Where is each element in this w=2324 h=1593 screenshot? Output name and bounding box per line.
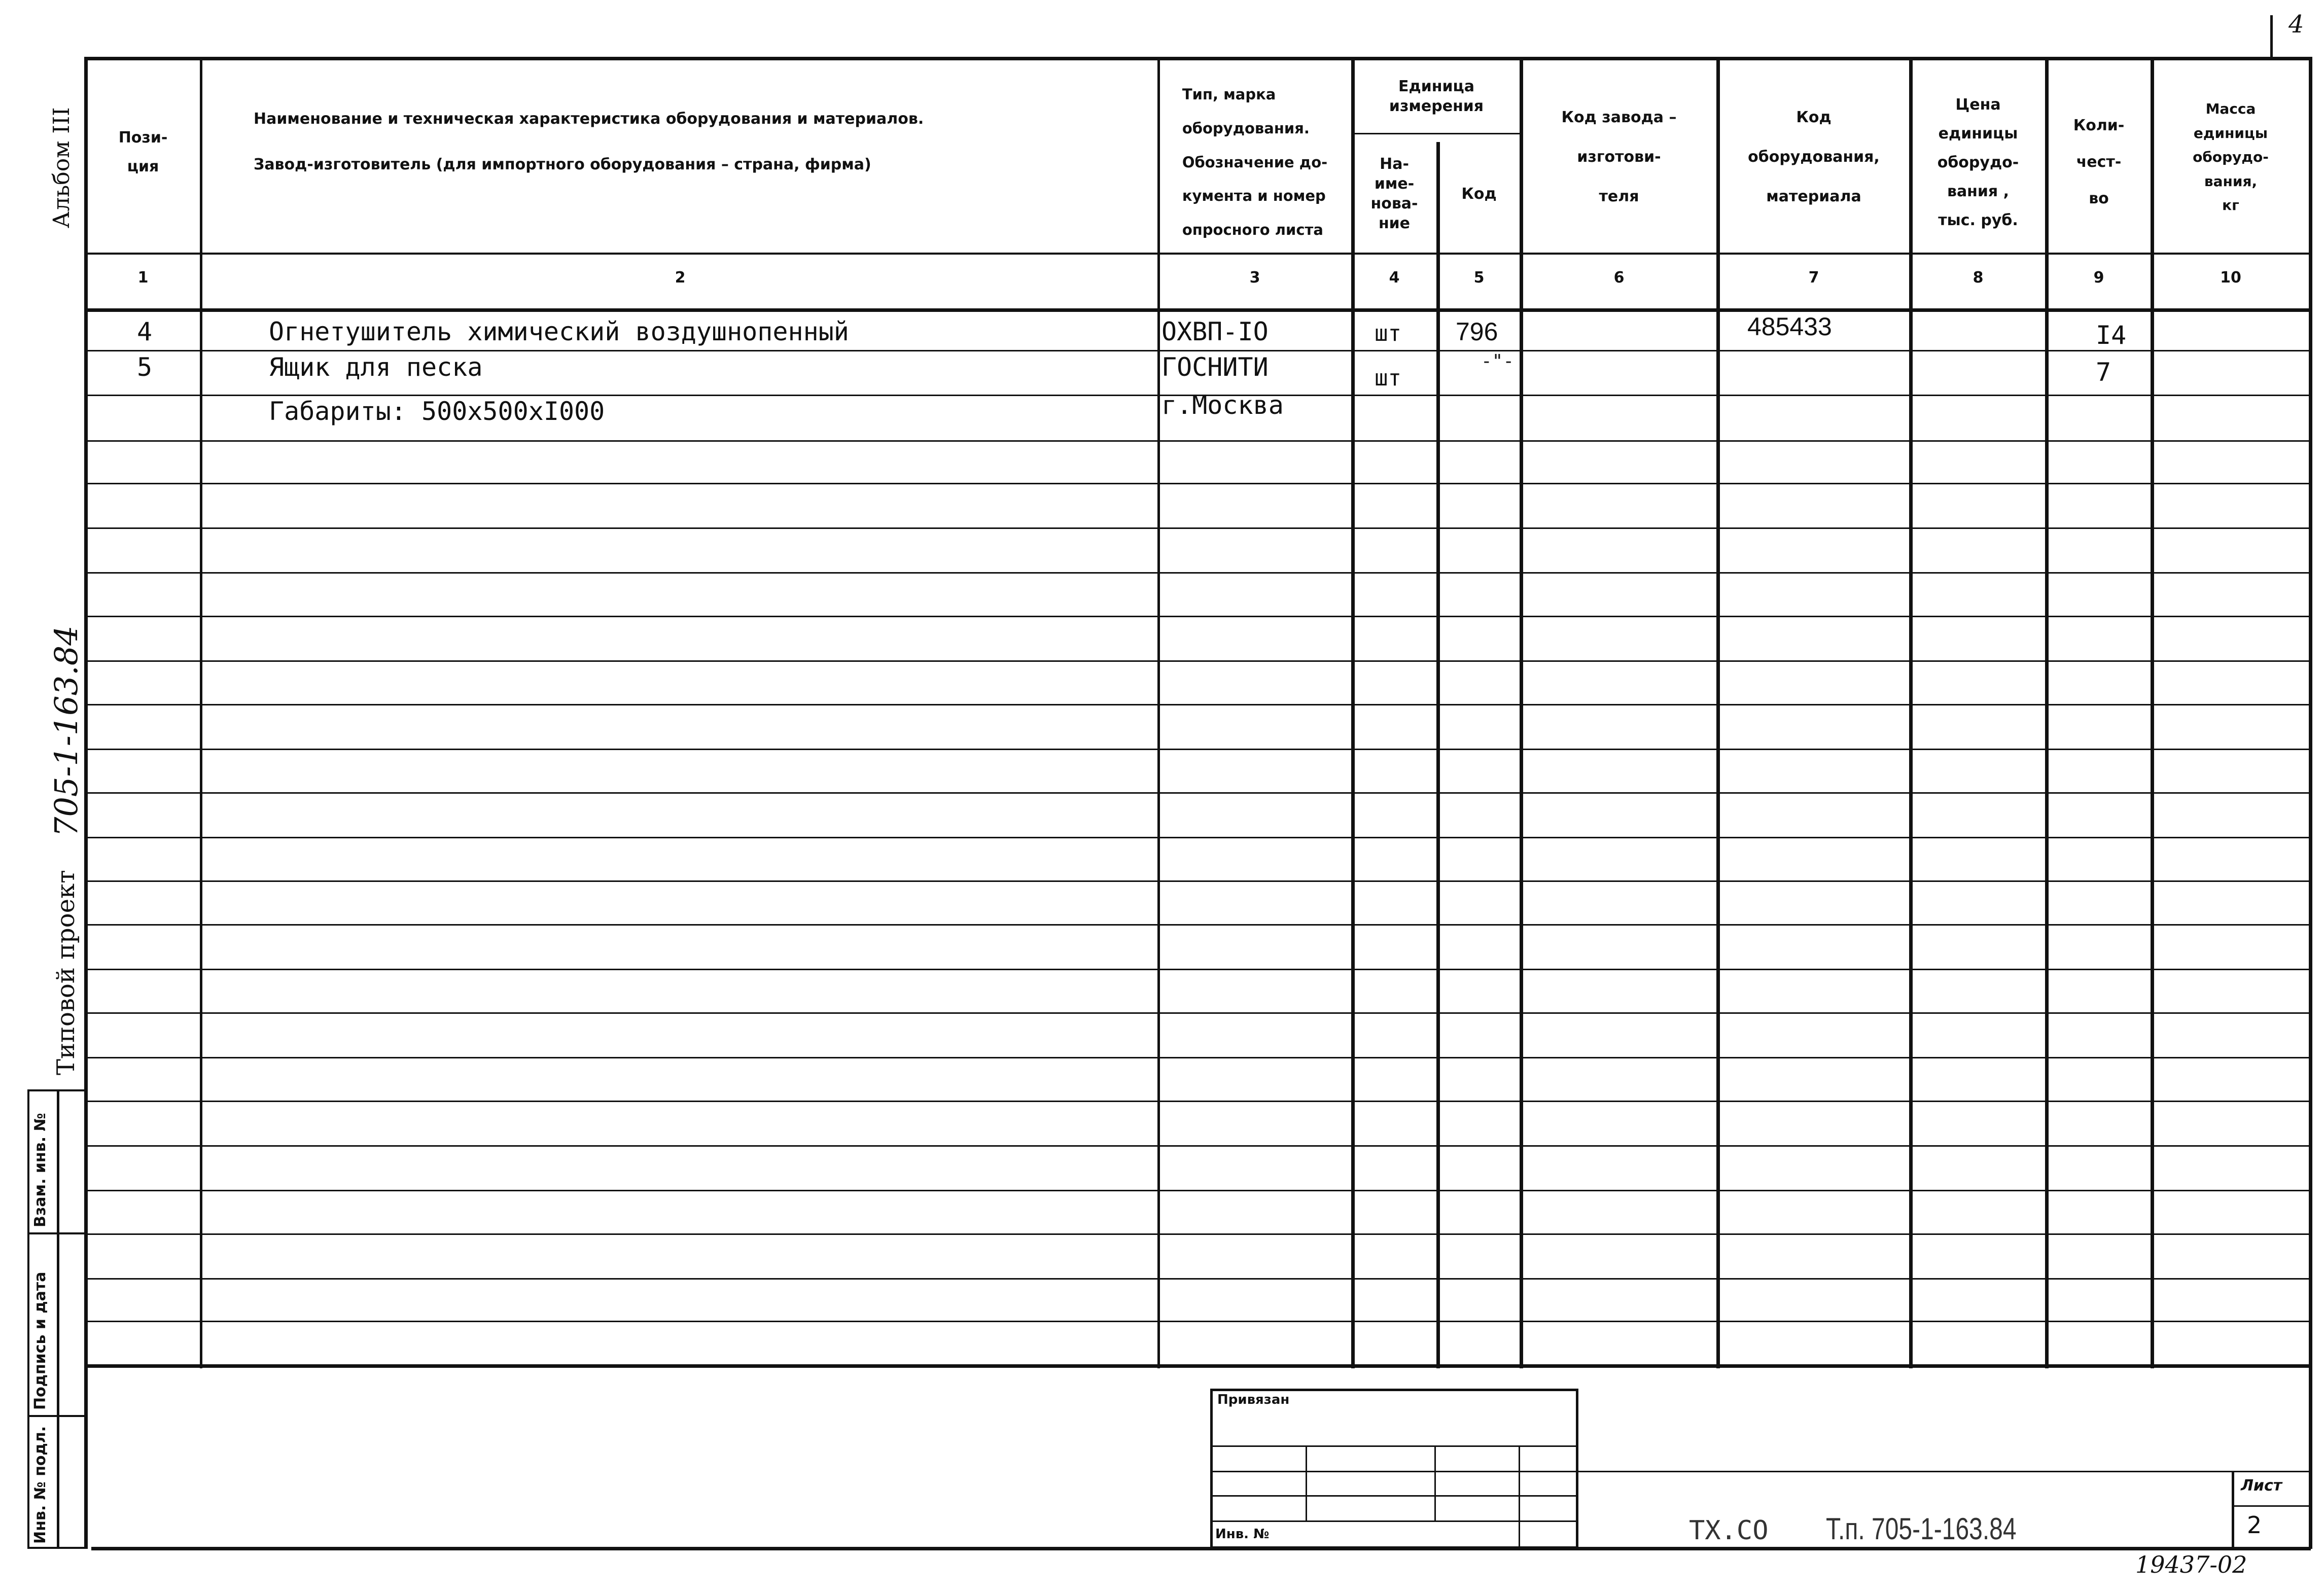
approval-strip-line-1 [27,1232,86,1234]
col-number-6: 6 [1613,269,1625,287]
row-line [84,1145,2311,1147]
stamp-col-1 [1306,1445,1307,1520]
unit-group-divider [1351,133,1522,134]
row-line [84,880,2311,882]
standard-project-label: Типовой проект [52,870,80,1075]
row-line [84,1057,2311,1058]
sheet-box-divider [2232,1471,2234,1549]
row-2-unit-code: -"- [1481,351,1515,372]
header-unit-price: Цена единицы оборудо- вания , тыс. руб. [1937,95,2019,229]
row-1-unit: шт [1375,321,1401,346]
row-line [84,1101,2311,1102]
attached-label: Привязан [1217,1392,1290,1407]
row-line [84,440,2311,442]
col-number-1: 1 [137,269,149,287]
stamp-line-3 [1210,1495,1578,1497]
stamp-line-1 [1210,1445,1578,1447]
row-line [84,749,2311,750]
row-2-position: 5 [137,352,153,382]
header-position: Пози- ция [118,129,168,175]
row-line [84,792,2311,794]
col-number-5: 5 [1473,269,1485,287]
approval-strip-divider [57,1089,59,1549]
row-line [84,704,2311,705]
stamp-line-2 [1210,1471,1578,1472]
row-line [84,527,2311,529]
row-1-equipment-code: 485433 [1747,312,1832,341]
number-row-line [84,308,2311,312]
header-quantity: Коли- чест- во [2073,117,2125,207]
frame-bottom-border [91,1547,2311,1550]
album-label: Альбом III [49,107,75,228]
row-1-position: 4 [137,317,153,346]
row-line [84,616,2311,617]
col-number-3: 3 [1249,269,1260,287]
row-line [84,969,2311,970]
row-line [84,572,2311,574]
row-1-unit-code: 796 [1456,317,1498,346]
row-line [84,1190,2311,1191]
header-equipment-code: Код оборудования, материала [1748,109,1880,205]
col-divider-4 [1436,142,1440,1368]
header-maker-code: Код завода – изготови- теля [1561,109,1677,205]
row-line [84,350,2311,351]
row-3-name: Габариты: 500х500хI000 [269,397,605,426]
corner-mark [2270,15,2273,57]
inv-label: Инв. № [1215,1527,1270,1542]
col-number-7: 7 [1808,269,1819,287]
col-number-10: 10 [2220,269,2241,287]
frame-top-border [84,57,2311,60]
header-unit-name: На- име- нова- ние [1370,155,1418,232]
sheet-number: 2 [2247,1511,2262,1539]
col-number-8: 8 [1973,269,1984,287]
document-number: Т.п. 705-1-163.84 [1826,1512,2017,1546]
row-line [84,483,2311,484]
row-3-type: г.Москва [1161,391,1284,420]
approval-strip-line-2 [27,1415,86,1417]
header-bottom-line [84,253,2311,255]
row-line [84,924,2311,926]
row-1-type: ОХВП-IО [1161,317,1269,346]
row-1-quantity: I4 [2096,321,2127,350]
corner-page-number: 4 [2288,10,2304,39]
stamp-col-3 [1519,1445,1520,1549]
sheet-box-line [2232,1505,2311,1507]
row-2-name: Ящик для песка [269,352,483,382]
row-line [84,660,2311,662]
row-line [84,1012,2311,1014]
row-2-unit: шт [1375,365,1401,391]
row-line [84,1321,2311,1322]
title-block-line [1578,1471,2311,1472]
sheet-label: Лист [2241,1477,2282,1495]
col-number-2: 2 [675,269,686,287]
header-type: Тип, марка оборудования. Обозначение до- кумента и номер опросного листа [1182,86,1328,239]
document-code: ТХ.СО [1689,1515,1769,1546]
original-inv-label: Инв. № подл. [31,1426,49,1544]
row-1-name: Огнетушитель химический воздушнопенный [269,317,849,346]
header-name: Наименование и техническая характеристика оборудования и материалов. Завод-изготовитель (для импортного оборудования – страна, фирма) [254,110,924,173]
col-number-9: 9 [2093,269,2104,287]
row-line [84,1233,2311,1235]
stamp-line-4 [1210,1520,1578,1522]
stamp-col-2 [1434,1445,1436,1520]
frame-right-border [2309,57,2312,1549]
attachment-stamp [1210,1389,1578,1549]
row-2-quantity: 7 [2096,358,2111,387]
col-number-4: 4 [1389,269,1400,287]
row-2-type: ГОСНИТИ [1161,352,1269,382]
project-number-label: 705-1-163.84 [48,625,85,837]
exchange-inv-label: Взам. инв. № [31,1113,49,1227]
header-unit-mass: Масса единицы оборудо- вания, кг [2193,100,2269,214]
bottom-note: 19437-02 [2135,1551,2247,1578]
row-line [84,837,2311,838]
header-unit-code: Код [1461,185,1497,203]
row-line [84,1278,2311,1280]
table-bottom-line [84,1364,2311,1368]
header-unit-group: Единица измерения [1389,78,1484,115]
signature-date-label: Подпись и дата [31,1271,49,1410]
